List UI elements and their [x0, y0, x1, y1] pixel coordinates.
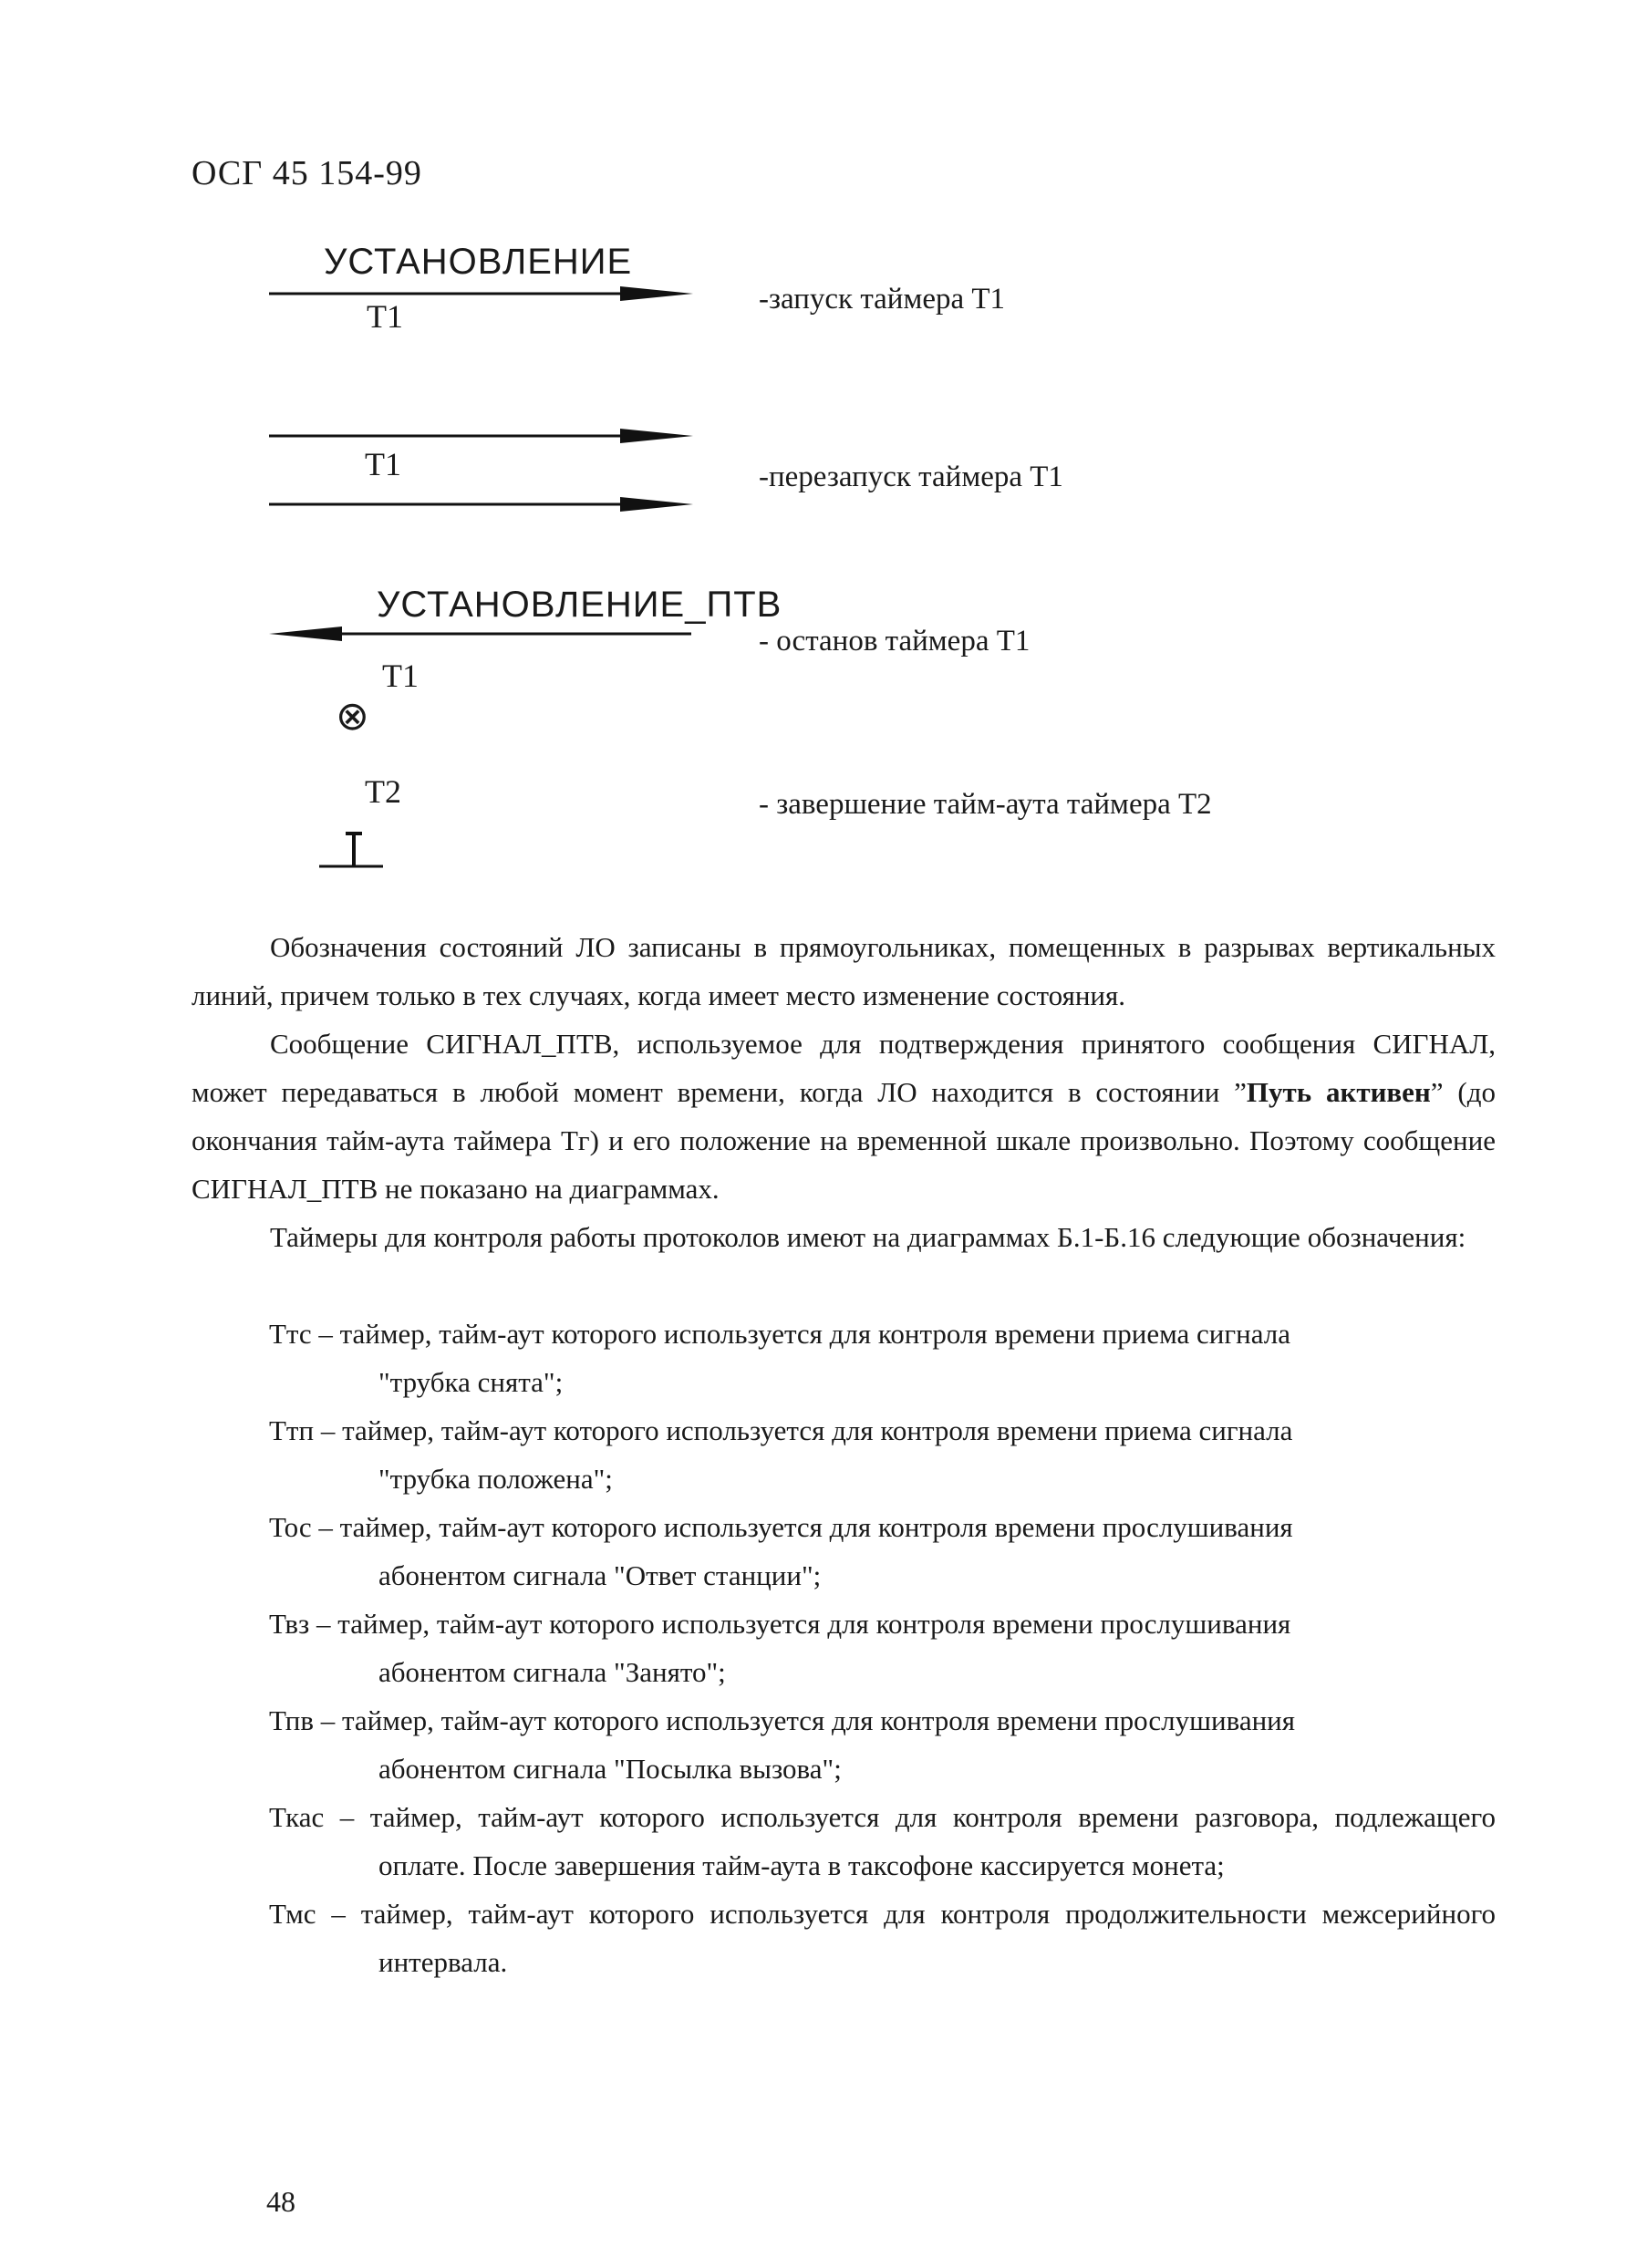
row1-description: -запуск таймера Т1: [759, 283, 1006, 316]
paragraph-states: Обозначения состояний ЛО записаны в прямоугольниках, помещенных в разрывах вертикальных линий, причем только в тех случаях, когда имеет место изменение состояния.: [192, 931, 1496, 1011]
timer-separator: –: [311, 1511, 340, 1543]
timer-code: Ттс: [269, 1318, 312, 1350]
row4-timer-label: Т2: [365, 773, 401, 810]
timer-code: Ткас: [269, 1801, 325, 1833]
timer-description: таймер, тайм-аут которого используется для контроля времени прослушивания: [337, 1608, 1291, 1640]
stop-timer-icon: ⊗: [336, 693, 369, 740]
timer-list-item: [269, 1793, 1496, 1890]
timer-description-continued: абонентом сигнала "Посылка вызова";: [378, 1753, 842, 1785]
timer-list-item: [269, 1310, 1496, 1406]
timer-diagram: [0, 0, 1647, 912]
row2-description: -перезапуск таймера Т1: [759, 461, 1063, 493]
timer-description: таймер, тайм-аут которого используется для контроля времени прослушивания: [339, 1511, 1293, 1543]
timer-list-item: [269, 1890, 1496, 1986]
row1-timer-label: Т1: [367, 298, 403, 335]
p2-part-a: Сообщение СИГНАЛ_ПТВ, используемое для подтверждения принятого сообщения СИГНАЛ, может передаваться в любой момент времени, когда ЛО находится в состоянии ”: [192, 1028, 1496, 1108]
timer-description-continued: абонентом сигнала "Занято";: [378, 1656, 726, 1688]
page-number: 48: [266, 2185, 295, 2218]
row3-timer-label: Т1: [382, 658, 419, 694]
timer-separator: –: [309, 1608, 338, 1640]
row3-arrow-head: [269, 627, 342, 641]
timer-description-continued: "трубка положена";: [378, 1463, 613, 1495]
timer-list-item: [269, 1696, 1496, 1793]
timer-code: Тпв: [269, 1704, 314, 1736]
timer-list-item: [269, 1503, 1496, 1600]
paragraph-timers-intro: Таймеры для контроля работы протоколов имеют на диаграммах Б.1-Б.16 следующие обозначения:: [270, 1221, 1466, 1253]
row3-message-label: УСТАНОВЛЕНИЕ_ПТВ: [377, 585, 782, 625]
timer-description: таймер, тайм-аут которого используется для контроля времени разговора, подлежащего оплате. После завершения тайм-аута в таксофоне кассируется монета;: [369, 1801, 1496, 1881]
row1-arrow-head: [620, 286, 693, 301]
timer-code: Тос: [269, 1511, 312, 1543]
timer-separator: –: [316, 1898, 361, 1930]
timer-description: таймер, тайм-аут которого используется для контроля продолжительности межсерийного интервала.: [360, 1898, 1497, 1978]
timer-list-item: [269, 1406, 1496, 1503]
timer-separator: –: [324, 1801, 370, 1833]
row2-arrow1-head: [620, 429, 693, 443]
row2-arrow2-head: [620, 497, 693, 512]
timer-code: Тмс: [269, 1898, 316, 1930]
row1-message-label: УСТАНОВЛЕНИЕ: [324, 242, 633, 282]
row4-description: - завершение тайм-аута таймера Т2: [759, 788, 1212, 821]
timer-code: Твз: [269, 1608, 310, 1640]
paragraph-signal-ptv: [192, 1020, 1496, 1213]
timer-description: таймер, тайм-аут которого используется для контроля времени прослушивания: [341, 1704, 1296, 1736]
timer-description-continued: "трубка снята";: [378, 1366, 564, 1398]
timer-separator: –: [314, 1414, 343, 1446]
timer-list: [269, 1310, 1496, 1986]
p2-part-b: ” (до окончания тайм-аута таймера Тг) и его положение на временной шкале произвольно. Поэтому сообщение СИГНАЛ_ПТВ не показано на диаграммах.: [192, 1076, 1496, 1205]
document-header: ОСГ 45 154-99: [192, 154, 422, 192]
timer-code: Ттп: [269, 1414, 315, 1446]
timer-description: таймер, тайм-аут которого используется для контроля времени приема сигнала: [339, 1318, 1290, 1350]
row2-timer-label: Т1: [365, 446, 401, 482]
timer-description: таймер, тайм-аут которого используется для контроля времени приема сигнала: [342, 1414, 1293, 1446]
row3-description: - останов таймера Т1: [759, 625, 1031, 658]
timer-description-continued: абонентом сигнала "Ответ станции";: [378, 1559, 822, 1591]
timer-separator: –: [311, 1318, 340, 1350]
timer-list-item: [269, 1600, 1496, 1696]
timer-separator: –: [313, 1704, 342, 1736]
p2-bold: Путь активен: [1246, 1076, 1431, 1108]
